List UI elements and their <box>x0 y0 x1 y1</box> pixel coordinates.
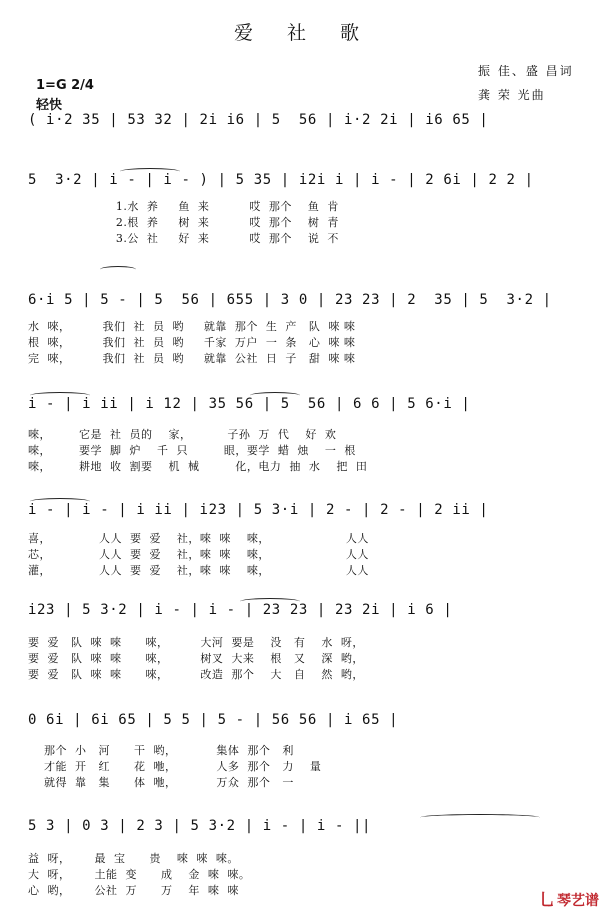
lyrics-verse-3: 唻， 耕地 收 割要 机 械 化，电力 抽 水 把 田 <box>28 460 368 473</box>
notation-text: 5 3 | 0 3 | 2 3 | 5 3·2 | i - | i - || <box>28 818 372 834</box>
lyrics-verse-1: 那个 小 河 干 哟， 集体 那个 利 <box>28 744 294 757</box>
lyrics-verse-1: 益 呀， 最 宝 贵 唻 唻 唻。 <box>28 852 239 865</box>
lyrics-verse-2: 2.根 养 树 来 哎 那个 树 青 <box>28 216 339 229</box>
lyrics-verse-3: 就得 靠 集 体 咃， 万众 那个 一 <box>28 776 294 789</box>
slur-mark <box>30 392 90 399</box>
logo-icon: 乚 <box>538 890 555 909</box>
lyrics-verse-2: 大 呀， 土能 变 成 金 唻 唻。 <box>28 868 251 881</box>
lyrics-verse-3: 灌， 人人 要 爱 社，唻 唻 唻， 人人 <box>28 564 369 577</box>
notation-text: 0 6i | 6i 65 | 5 5 | 5 - | 56 56 | i 65 | <box>28 712 399 728</box>
lyrics-verse-3: 心 哟， 公社 万 万 年 唻 唻 <box>28 884 239 897</box>
lyrics-verse-3: 3.公 社 好 来 哎 那个 说 不 <box>28 232 339 245</box>
lyrics-verse-2: 才能 开 红 花 咃， 人多 那个 力 量 <box>28 760 322 773</box>
site-logo <box>539 887 599 910</box>
lyrics-verse-2: 根 唻， 我们 社 员 哟 千家 万户 一 条 心 唻 唻 <box>28 336 356 349</box>
lyrics-verse-2: 要 爱 队 唻 唻 唻， 树叉 大来 根 又 深 哟， <box>28 652 364 665</box>
notation-text: 5 3·2 | i - | i - ) | 5 35 | i2i i | i - | 2 6i | 2 2 | <box>28 172 534 188</box>
lyrics-verse-3: 完 唻， 我们 社 员 哟 就靠 公社 日 子 甜 唻 唻 <box>28 352 356 365</box>
logo-text: 琴艺谱 <box>557 893 599 909</box>
composer-credit: 龚 荣 光曲 <box>478 88 546 102</box>
slur-mark <box>250 392 300 399</box>
lyrics-verse-3: 要 爱 队 唻 唻 唻， 改造 那个 大 自 然 哟， <box>28 668 364 681</box>
song-title: 爱 社 歌 <box>233 22 374 44</box>
notation-text: ( i·2 35 | 53 32 | 2i i6 | 5 56 | i·2 2i | i6 65 | <box>28 112 489 128</box>
lyrics-verse-2: 芯， 人人 要 爱 社，唻 唻 唻， 人人 <box>28 548 369 561</box>
notation-text: i - | i ii | i 12 | 35 56 | 5 56 | 6 6 | 5 6·i | <box>28 396 471 412</box>
notation-text: i23 | 5 3·2 | i - | i - | 23 23 | 23 2i | i 6 | <box>28 602 453 618</box>
lyricist-credit: 振 佳、盛 昌词 <box>478 64 574 78</box>
lyrics-verse-2: 唻， 要学 脚 炉 千 只 眼，要学 蜡 烛 一 根 <box>28 444 356 457</box>
notation-text: 6·i 5 | 5 - | 5 56 | 655 | 3 0 | 23 23 | 2 35 | 5 3·2 | <box>28 292 552 308</box>
lyrics-verse-1: 要 爱 队 唻 唻 唻， 大河 要是 没 有 水 呀， <box>28 636 364 649</box>
key-signature: 1=G 2/4 <box>36 78 94 93</box>
slur-mark <box>100 266 136 273</box>
slur-mark <box>420 814 540 821</box>
lyrics-verse-1: 1.水 养 鱼 来 哎 那个 鱼 肯 <box>28 200 339 213</box>
score-line-1 <box>28 112 580 152</box>
notation-text: i - | i - | i ii | i23 | 5 3·i | 2 - | 2 - | 2 ii | <box>28 502 489 518</box>
lyrics-verse-1: 喜， 人人 要 爱 社，唻 唻 唻， 人人 <box>28 532 369 545</box>
lyrics-verse-1: 唻， 它是 社 员的 家， 子孙 万 代 好 欢 <box>28 428 337 441</box>
slur-mark <box>240 598 300 605</box>
slur-mark <box>30 498 90 505</box>
slur-mark <box>120 168 180 175</box>
tempo-marking: 轻快 <box>36 98 63 113</box>
lyrics-verse-1: 水 唻， 我们 社 员 哟 就靠 那个 生 产 队 唻 唻 <box>28 320 356 333</box>
